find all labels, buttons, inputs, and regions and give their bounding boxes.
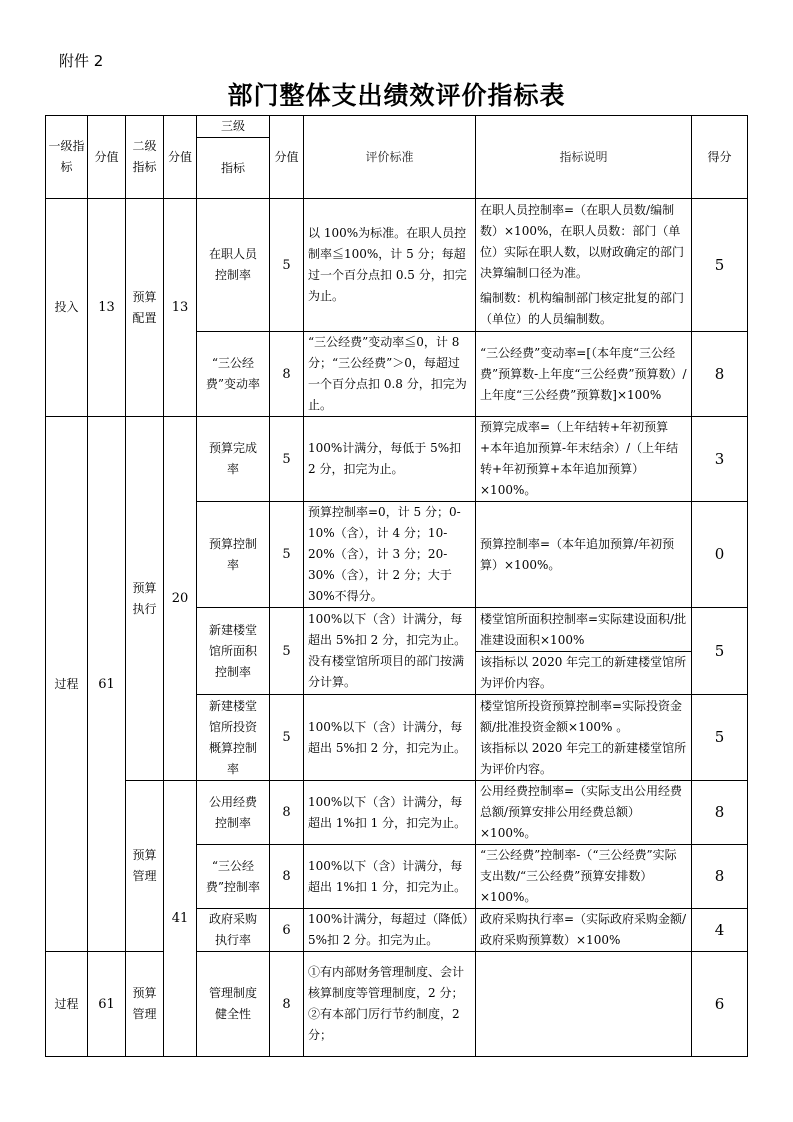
header-score2: 分值	[164, 116, 197, 199]
l1-input: 投入	[46, 199, 88, 417]
header-score3: 分值	[270, 116, 304, 199]
got-score: 8	[692, 332, 748, 417]
indicator-name: 在职人员控制率	[197, 199, 270, 332]
attachment-label: 附件 2	[59, 52, 104, 70]
header-level1: 一级指标	[46, 116, 88, 199]
indicator-score: 5	[270, 608, 304, 695]
l2-budget-exec-score: 20	[164, 417, 197, 781]
l1-process: 过程	[46, 417, 88, 952]
explanation-cell: 预算控制率=（本年追加预算/年初预算）×100%。	[476, 502, 692, 608]
indicator-name: 新建楼堂馆所投资概算控制率	[197, 695, 270, 781]
criteria-cell: 100%计满分，每低于 5%扣 2 分，扣完为止。	[304, 417, 476, 502]
header-criteria: 评价标准	[304, 116, 476, 199]
criteria-text: ①有内部财务管理制度、会计核算制度等管理制度，2 分；	[308, 965, 465, 1000]
header-level3: 三级	[197, 116, 270, 138]
l1-process-repeat: 过程	[46, 952, 88, 1057]
criteria-cell: 100%以下（含）计满分，每超出 5%扣 2 分，扣完为止。	[304, 695, 476, 781]
l2-budget-mgmt-score: 41	[164, 781, 197, 1057]
criteria-cell: 100%以下（含）计满分，每超出 1%扣 1 分，扣完为止。	[304, 781, 476, 845]
criteria-cell	[304, 952, 476, 1057]
explanation-cell: “三公经费”控制率-（“三公经费”实际支出数/“三公经费”预算安排数）×100%。	[476, 845, 692, 909]
criteria-cell: “三公经费”变动率≦0，计 8 分；“三公经费”＞0，每超过一个百分点扣 0.8 分，扣完为止。	[304, 332, 476, 417]
indicator-score: 6	[270, 909, 304, 952]
indicator-name: “三公经费”变动率	[197, 332, 270, 417]
got-score: 5	[692, 608, 748, 695]
indicator-name: “三公经费”控制率	[197, 845, 270, 909]
header-indicator: 指标	[197, 138, 270, 199]
explanation-text-2: 该指标以 2020 年完工的新建楼堂馆所为评价内容。	[480, 740, 687, 776]
header-explanation: 指标说明	[476, 116, 692, 199]
indicator-name: 预算控制率	[197, 502, 270, 608]
got-score: 5	[692, 199, 748, 332]
indicator-name: 政府采购执行率	[197, 909, 270, 952]
indicator-score: 5	[270, 502, 304, 608]
got-score: 4	[692, 909, 748, 952]
indicator-name: 管理制度健全性	[197, 952, 270, 1057]
l2-budget-mgmt: 预算管理	[126, 781, 164, 952]
indicator-name: 公用经费控制率	[197, 781, 270, 845]
criteria-cell: 100%以下（含）计满分，每超出 1%扣 1 分，扣完为止。	[304, 845, 476, 909]
got-score: 0	[692, 502, 748, 608]
criteria-text-2: ②有本部门厉行节约制度，2 分；	[308, 1007, 460, 1042]
explanation-cell: 政府采购执行率=（实际政府采购金额/政府采购预算数）×100%	[476, 909, 692, 952]
indicator-score: 8	[270, 952, 304, 1057]
got-score: 8	[692, 781, 748, 845]
header-level2: 二级指标	[126, 116, 164, 199]
indicator-score: 5	[270, 695, 304, 781]
got-score: 6	[692, 952, 748, 1057]
indicator-score: 5	[270, 199, 304, 332]
indicator-name: 新建楼堂馆所面积控制率	[197, 608, 270, 695]
indicator-score: 8	[270, 332, 304, 417]
l2-budget-config-score: 13	[164, 199, 197, 417]
criteria-cell: 预算控制率=0，计 5 分；0-10%（含），计 4 分；10-20%（含），计 3 分；20-30%（含），计 2 分；大于 30%不得分。	[304, 502, 476, 608]
explanation-cell	[476, 695, 692, 781]
criteria-cell: 100%计满分，每超过（降低）5%扣 2 分。扣完为止。	[304, 909, 476, 952]
header-got: 得分	[692, 116, 748, 199]
explanation-text: 在职人员控制率=（在职人员数/编制数）×100%，在职人员数：部门（单位）实际在职人数，以财政确定的部门决算编制口径为准。	[480, 203, 685, 280]
indicator-score: 5	[270, 417, 304, 502]
indicator-score: 8	[270, 845, 304, 909]
explanation-cell: 公用经费控制率=（实际支出公用经费总额/预算安排公用经费总额）×100%。	[476, 781, 692, 845]
evaluation-table	[45, 115, 748, 1057]
explanation-cell: “三公经费”变动率=[（本年度“三公经费”预算数-上年度“三公经费”预算数）/上年度“三公经费”预算数]×100%	[476, 332, 692, 417]
indicator-score: 8	[270, 781, 304, 845]
page-title: 部门整体支出绩效评价指标表	[227, 81, 566, 110]
explanation-text: 楼堂馆所投资预算控制率=实际投资金额/批准投资金额×100% 。	[480, 698, 683, 734]
got-score: 3	[692, 417, 748, 502]
indicator-name: 预算完成率	[197, 417, 270, 502]
explanation-cell	[476, 199, 692, 332]
criteria-cell: 100%以下（含）计满分，每超出 5%扣 2 分，扣完为止。没有楼堂馆所项目的部门按满分计算。	[304, 608, 476, 695]
l1-input-score: 13	[88, 199, 126, 417]
got-score: 5	[692, 695, 748, 781]
explanation-cell: 预算完成率=（上年结转+年初预算+本年追加预算-年末结余）/（上年结转+年初预算+本年追加预算）×100%。	[476, 417, 692, 502]
explanation-text-2: 编制数：机构编制部门核定批复的部门（单位）的人员编制数。	[480, 291, 685, 326]
explanation-cell	[476, 608, 692, 695]
l1-process-repeat-score: 61	[88, 952, 126, 1057]
criteria-cell: 以 100%为标准。在职人员控制率≦100%，计 5 分；每超过一个百分点扣 0.5 分，扣完为止。	[304, 199, 476, 332]
explanation-cell	[476, 952, 692, 1057]
l2-budget-config: 预算配置	[126, 199, 164, 417]
got-score: 8	[692, 845, 748, 909]
l2-budget-mgmt-repeat: 预算管理	[126, 952, 164, 1057]
header-score1: 分值	[88, 116, 126, 199]
l2-budget-exec: 预算执行	[126, 417, 164, 781]
explanation-text: 楼堂馆所面积控制率=实际建设面积/批准建设面积×100%	[476, 609, 691, 652]
l1-process-score: 61	[88, 417, 126, 952]
explanation-text-2: 该指标以 2020 年完工的新建楼堂馆所为评价内容。	[480, 654, 687, 690]
